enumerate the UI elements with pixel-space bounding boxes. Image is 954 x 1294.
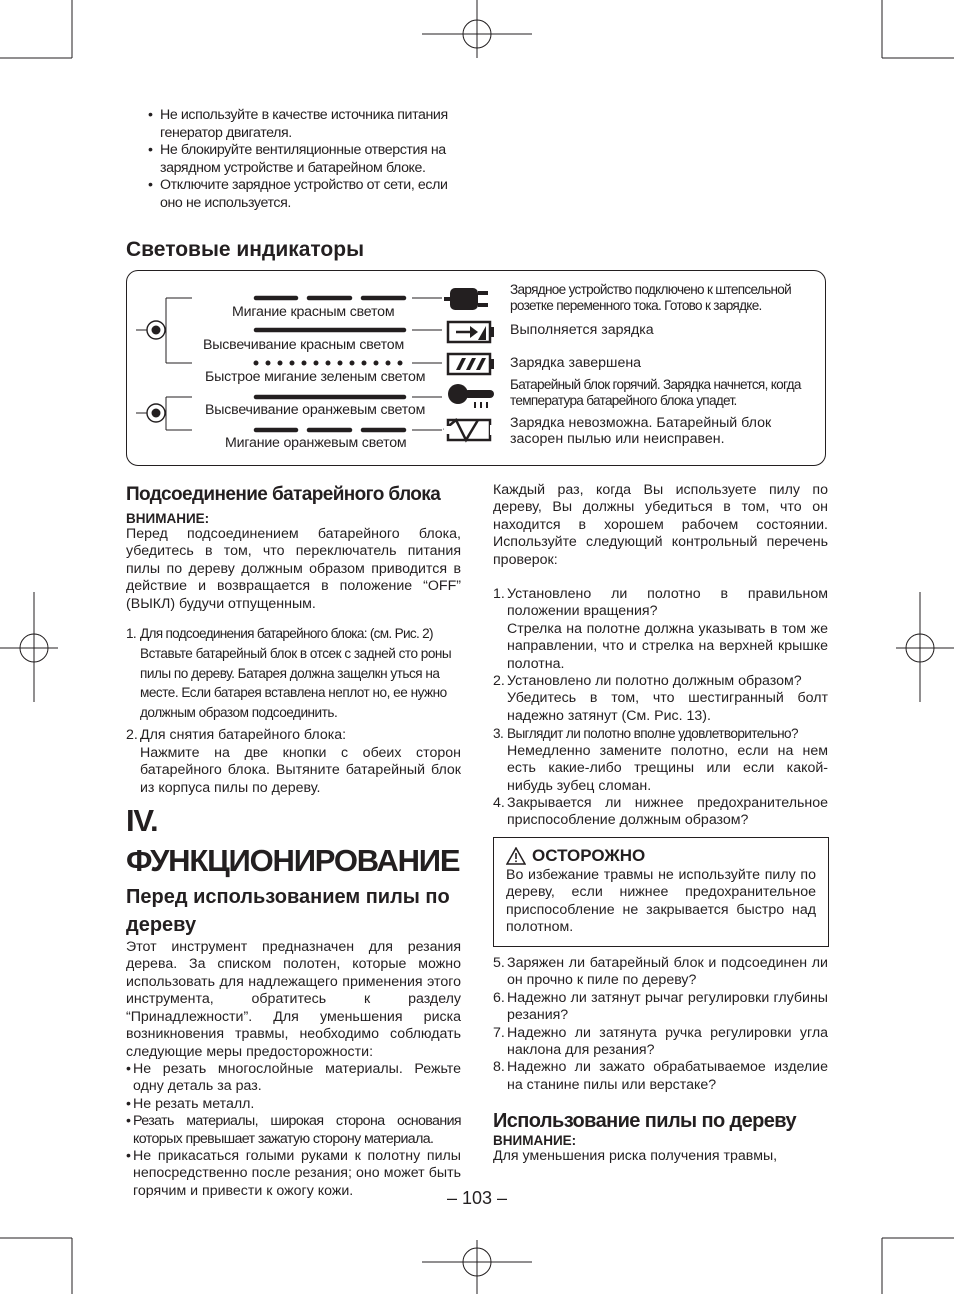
indicator-label-orange-blink: Мигание оранжевым светом [225,435,407,451]
before-use-intro: Этот инструмент предназначен для резания дерева. За списком полотен, которые можно использовать для надлежащего применения этого инструмента, обратитесь к разделу “Принадлежности”. Для уменьшения риска возникновения травмы, необходимо соблюдать следующие меры предосторожности: [126,939,461,1060]
checklist-section [493,482,828,830]
warning-label: ВНИМАНИЕ: [126,511,210,526]
list-item [126,625,461,642]
list-item: • Не резать металл. [126,1095,255,1112]
battery-section [126,484,461,1200]
step-heading: Для снятия батарейного блока: [140,727,347,744]
warning-text: Перед подсоединением батарейного блока, убедитесь в том, что переключатель питания пилы по дереву должным образом приводится в действие и возвращается в положение “OFF” (ВЫКЛ) будучи отпущенным. [126,526,461,612]
list-item: 4. Закрывается ли нижнее предохранительное приспособление должным образом? [493,794,828,829]
battery-section-title: Подсоединение батарейного блока [126,484,441,505]
before-use-title: Перед использованием пилы по дереву [126,886,450,937]
list-item: • Отключите зарядное устройство от сети, если оно не используется. [148,177,466,212]
step-number: 2. [126,727,138,744]
status-text-ready: Зарядное устройство подключено к штепсельной розетке переменного тока. Готово к зарядке. [510,282,792,313]
plug-icon [444,288,488,310]
top-bullet-list [148,107,466,212]
step-number: 1. [126,626,136,642]
indicator-label-orange-steady: Высвечивание оранжевым светом [205,402,426,418]
list-item: 8. Надежно ли зажато обрабатываемое изделие на станине пилы или верстаке? [493,1059,828,1093]
thermometer-icon [448,384,494,408]
caution-title: ОСТОРОЖНО [506,846,816,866]
status-text-charging: Выполняется зарядка [510,322,654,338]
faulty-battery-icon [444,420,494,440]
checklist-answer: Убедитесь в том, что шестигранный болт надежно затянут (См. Рис. 13). [507,690,828,724]
page-number: – 103 – [446,1188,508,1208]
list-item: 3. Выглядит ли полотно вполне удовлетворительно? [493,726,798,742]
checklist-answer: Немедленно замените полотно, если на нем есть какие-либо трещины или если какой-нибудь зубец сломан. [507,742,828,794]
list-item: 6. Надежно ли затянут рычаг регулировки глубины резания? [493,989,828,1024]
status-text-hot: Батарейный блок горячий. Зарядка начнется, когда температура батарейного блока упадет. [510,377,801,408]
status-text-complete: Зарядка завершена [510,355,642,371]
list-item: 7. Надежно ли затянута ручка регулировки угла наклона для резания? [493,1024,828,1059]
list-item: • Резать материалы, широкая сторона основания которых превышает зажатую сторону материала. [126,1113,461,1147]
list-item [126,727,461,744]
step-heading: Для подсоединения батарейного блока: (см. Рис. 2) [140,626,433,642]
chapter-title: IV. ФУНКЦИОНИРОВАНИЕ [126,803,460,879]
list-item: 1. Установлено ли полотно в правильном положении вращения? [493,586,828,620]
list-item: 5. Заряжен ли батарейный блок и подсоединен ли он прочно к пиле по дереву? [493,955,828,989]
usage-text: Для уменьшения риска получения травмы, [493,1148,778,1165]
caution-text: Во избежание травмы не используйте пилу по дереву, если нижнее предохранительное приспособление не закрывается быстро над полотном. [506,867,816,936]
indicator-label-green-fast: Быстрое мигание зеленым светом [205,369,426,385]
caution-box [493,837,829,947]
checklist-answer: Стрелка на полотне должна указывать в том же направлении, что и стрелка на верхней крышке полотна. [507,620,828,672]
usage-title: Использование пилы по дереву [493,1110,797,1133]
warning-triangle-icon [506,847,526,865]
checklist-continued [493,955,828,1166]
list-item: • Не используйте в качестве источника питания генератор двигателя. [148,107,466,142]
list-item: 2. Установлено ли полотно должным образом? [493,673,802,690]
list-item: • Не блокируйте вентиляционные отверстия на зарядном устройстве и батарейном блоке. [148,142,466,177]
list-item: • Не прикасаться голыми руками к полотну пилы непосредственно после резания; оно может быть горячим и привести к ожогу кожи. [126,1147,461,1199]
charging-battery-icon [448,322,494,342]
indicator-label-red-blink: Мигание красным светом [232,304,395,320]
step-body: Нажмите на две кнопки с обеих сторон батарейного блока. Вытяните батарейный блок из корпуса пилы по дереву. [140,744,461,796]
checklist-intro: Каждый раз, когда Вы используете пилу по дереву, Вы должны убедиться в том, что он находится в хорошем рабочем состоянии. Используйте следующий контрольный перечень проверок: [493,482,828,568]
indicators-heading: Световые индикаторы [126,238,365,261]
full-battery-icon [448,354,494,374]
indicator-label-red-steady: Высвечивание красным светом [203,337,405,353]
status-text-faulty: Зарядка невозможна. Батарейный блок засорен пылью или неисправен. [510,415,772,447]
lamp-icon [147,321,165,422]
usage-warning-label: ВНИМАНИЕ: [493,1133,577,1149]
list-item: • Не резать многослойные материалы. Режьте одну деталь за раз. [126,1060,461,1095]
step-body: Вставьте батарейный блок в отсек с задней сто роны пилы по дереву. Батарея должна защелкн уться на месте. Если батарея вставлена неплот но, ее нужно должным образом подсоединить. [140,646,452,720]
